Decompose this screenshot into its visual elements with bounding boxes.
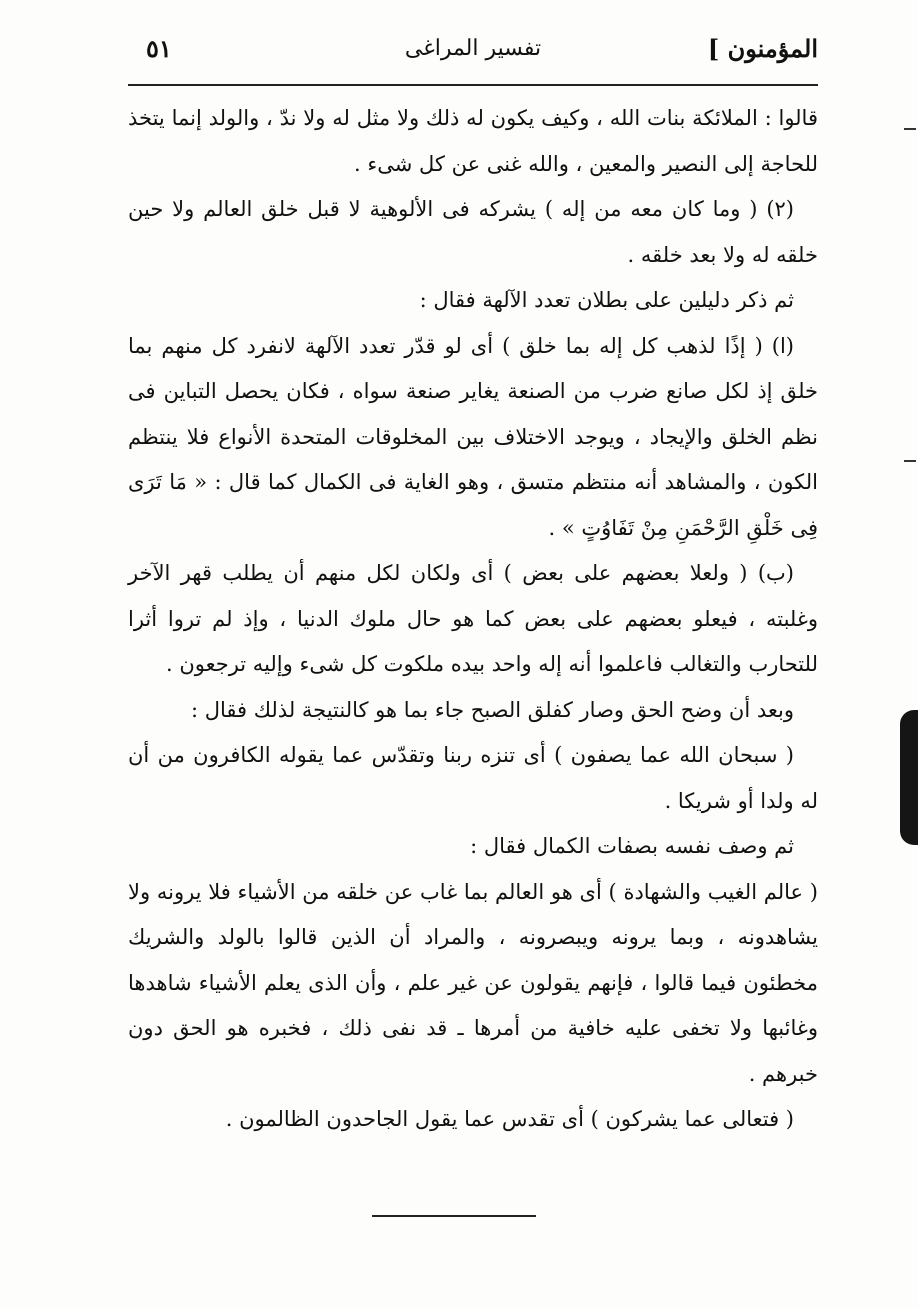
paragraph-1: قالوا : الملائكة بنات الله ، وكيف يكون له ذلك ولا مثل له ولا ندّ ، والولد إنما يتخذ للحاجة إلى النصير والمعين ، والله غنى عن كل شىء . (128, 106, 818, 176)
paragraph-6: وبعد أن وضح الحق وصار كفلق الصبح جاء بما هو كالنتيجة لذلك فقال : (190, 697, 794, 722)
end-rule (372, 1215, 536, 1217)
header-rule (128, 84, 818, 86)
paragraph-9: ( عالم الغيب والشهادة ) أى هو العالم بما غاب عن خلقه من الأشياء فلا يرونه ولا يشاهدونه ، وبما يرونه ويبصرونه ، والمراد أن الذين قالوا بالولد والشريك مخطئون فيما قالوا ، فإنهم يقولون عن غير علم ، وأن الذى يعلم الأشياء شاهدها وغائبها ولا تخفى عليه خافية من أمرها ـ قد نفى ذلك ، فخبره هو الحق دون خبرهم . (128, 879, 818, 1086)
paragraph-8: ثم وصف نفسه بصفات الكمال فقال : (470, 834, 794, 858)
paragraph-4: (ا) ( إذًا لذهب كل إله بما خلق ) أى لو قدّر تعدد الآلهة لانفرد كل منهم بما خلق إذ لكل صانع ضرب من الصنعة يغاير صنعة سواه ، فكان يحصل التباين فى نظم الخلق والإيجاد ، ويوجد الاختلاف بين المخلوقات المتحدة الأنواع فلا ينتظم الكون ، والمشاهد أنه منتظم متسق ، وهو الغاية فى الكمال كما قال : « مَا تَرَى فِى خَلْقِ الرَّحْمَنِ مِنْ تَفَاوُتٍ » . (128, 333, 818, 540)
page-header (128, 30, 818, 80)
paragraph-5: (ب) ( ولعلا بعضهم على بعض ) أى ولكان لكل منهم أن يطلب قهر الآخر وغلبته ، فيعلو بعضهم على بعض كما هو حال ملوك الدنيا ، وإذ لم تروا أثرا للتحارب والتغالب فاعلموا أنه إله واحد بيده ملكوت كل شىء وإليه ترجعون . (128, 561, 818, 676)
body-text (128, 96, 818, 1143)
paragraph-2: (٢) ( وما كان معه من إله ) يشركه فى الألوهية لا قبل خلق العالم ولا حين خلقه له ولا بعد خلقه . (128, 197, 818, 267)
book-title: تفسير المراغى (404, 36, 542, 61)
paragraph-7: ( سبحان الله عما يصفون ) أى تنزه ربنا وتقدّس عما يقوله الكافرون من أن له ولدا أو شريكا . (128, 743, 818, 813)
margin-tick (904, 460, 916, 462)
paragraph-10: ( فتعالى عما يشركون ) أى تقدس عما يقول الجاحدون الظالمون . (225, 1107, 794, 1131)
paragraph-3: ثم ذكر دليلين على بطلان تعدد الآلهة فقال : (419, 288, 794, 312)
scan-binding-shadow (900, 710, 918, 845)
margin-tick (904, 128, 916, 130)
surah-name: المؤمنون ] (707, 34, 818, 63)
page-number: ٥١ (146, 34, 172, 63)
